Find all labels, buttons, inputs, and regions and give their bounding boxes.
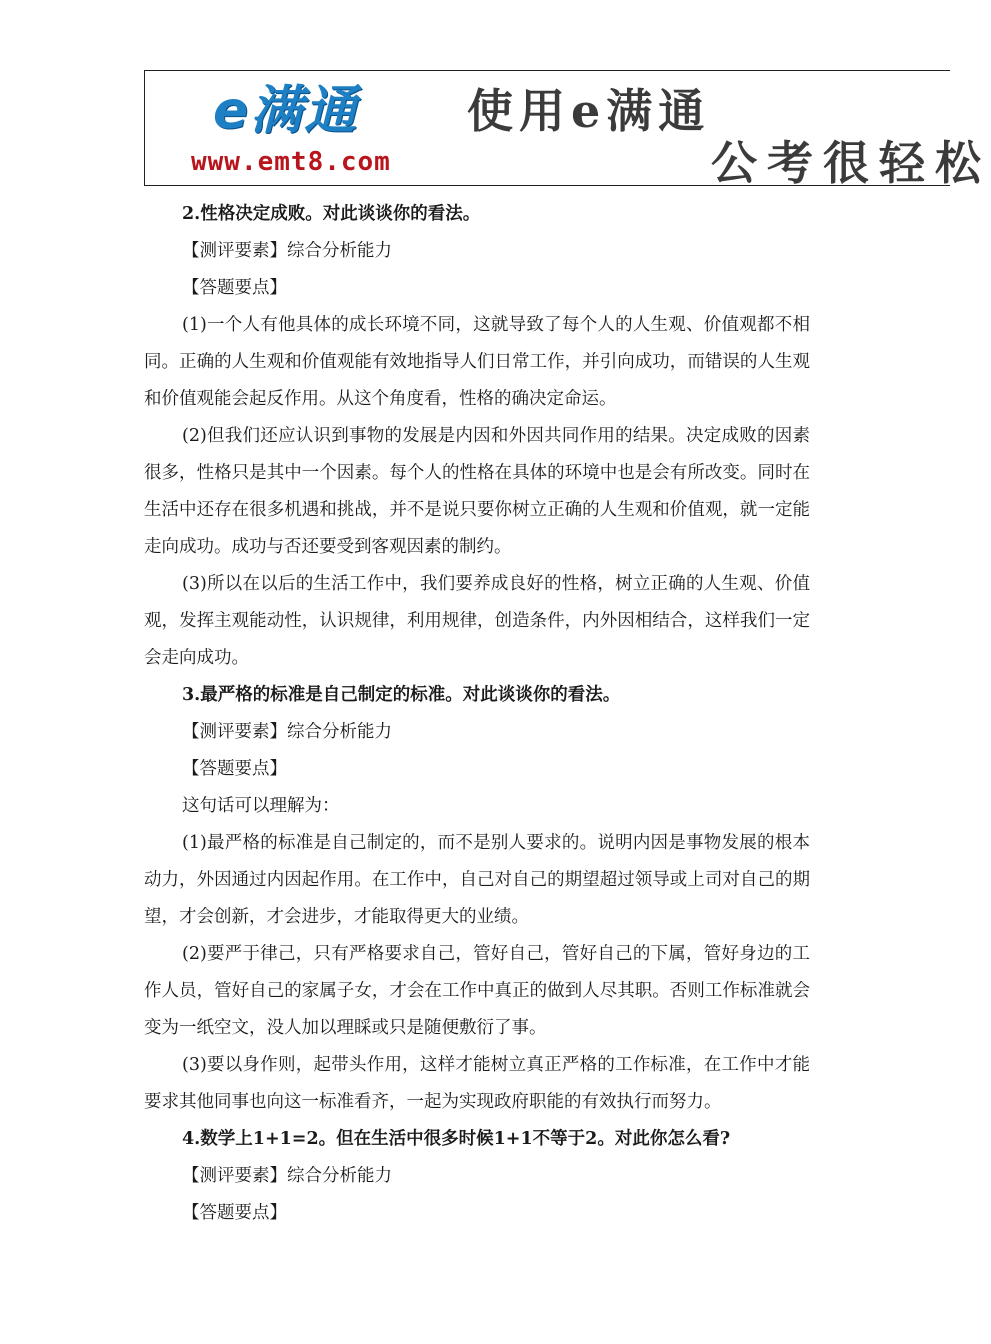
assessment-factor: 【测评要素】综合分析能力 [182,241,392,261]
answer-points-label: 【答题要点】 [182,759,287,779]
answer-paragraph: (2)要严于律己，只有严格要求自己，管好自己，管好自己的下属，管好身边的工作人员，管好自己的家属子女，才会在工作中真正的做到人尽其职。否则工作标准就会变为一纸空文，没人加以理睬或只是随便敷衍了事。 [144,944,810,1038]
document-body [144,196,810,1232]
answer-paragraph: (3)所以在以后的生活工作中，我们要养成良好的性格，树立正确的人生观、价值观，发挥主观能动性，认识规律，利用规律，创造条件，内外因相结合，这样我们一定会走向成功。 [144,574,810,668]
slogan-line-2: 公考很轻松 [711,136,991,190]
answer-points-label: 【答题要点】 [182,1203,287,1223]
emt-logo: e满通 [213,81,359,141]
answer-paragraph: (1)一个人有他具体的成长环境不同，这就导致了每个人的人生观、价值观都不相同。正确的人生观和价值观能有效地指导人们日常工作，并引向成功，而错误的人生观和价值观能会起反作用。从这个角度看，性格的确决定命运。 [144,315,810,409]
header-banner [144,70,991,190]
question-heading: 2.性格决定成败。对此谈谈你的看法。 [182,204,481,224]
answer-intro: 这句话可以理解为： [182,796,340,816]
answer-paragraph: (1)最严格的标准是自己制定的，而不是别人要求的。说明内因是事物发展的根本动力，外因通过内因起作用。在工作中，自己对自己的期望超过领导或上司对自己的期望，才会创新，才会进步，才能取得更大的业绩。 [144,833,810,927]
question-heading: 3.最严格的标准是自己制定的标准。对此谈谈你的看法。 [182,685,621,705]
answer-paragraph: (2)但我们还应认识到事物的发展是内因和外因共同作用的结果。决定成败的因素很多，性格只是其中一个因素。每个人的性格在具体的环境中也是会有所改变。同时在生活中还存在很多机遇和挑战，并不是说只要你树立正确的人生观和价值观，就一定能走向成功。成功与否还要受到客观因素的制约。 [144,426,810,557]
assessment-factor: 【测评要素】综合分析能力 [182,1166,392,1186]
site-url: www.emt8.com [191,147,391,177]
answer-paragraph: (3)要以身作则，起带头作用，这样才能树立真正严格的工作标准，在工作中才能要求其他同事也向这一标准看齐，一起为实现政府职能的有效执行而努力。 [144,1055,810,1112]
answer-points-label: 【答题要点】 [182,278,287,298]
assessment-factor: 【测评要素】综合分析能力 [182,722,392,742]
question-heading: 4.数学上1+1=2。但在生活中很多时候1+1不等于2。对此你怎么看? [182,1129,731,1149]
slogan-line-1: 使用e满通 [467,84,711,138]
